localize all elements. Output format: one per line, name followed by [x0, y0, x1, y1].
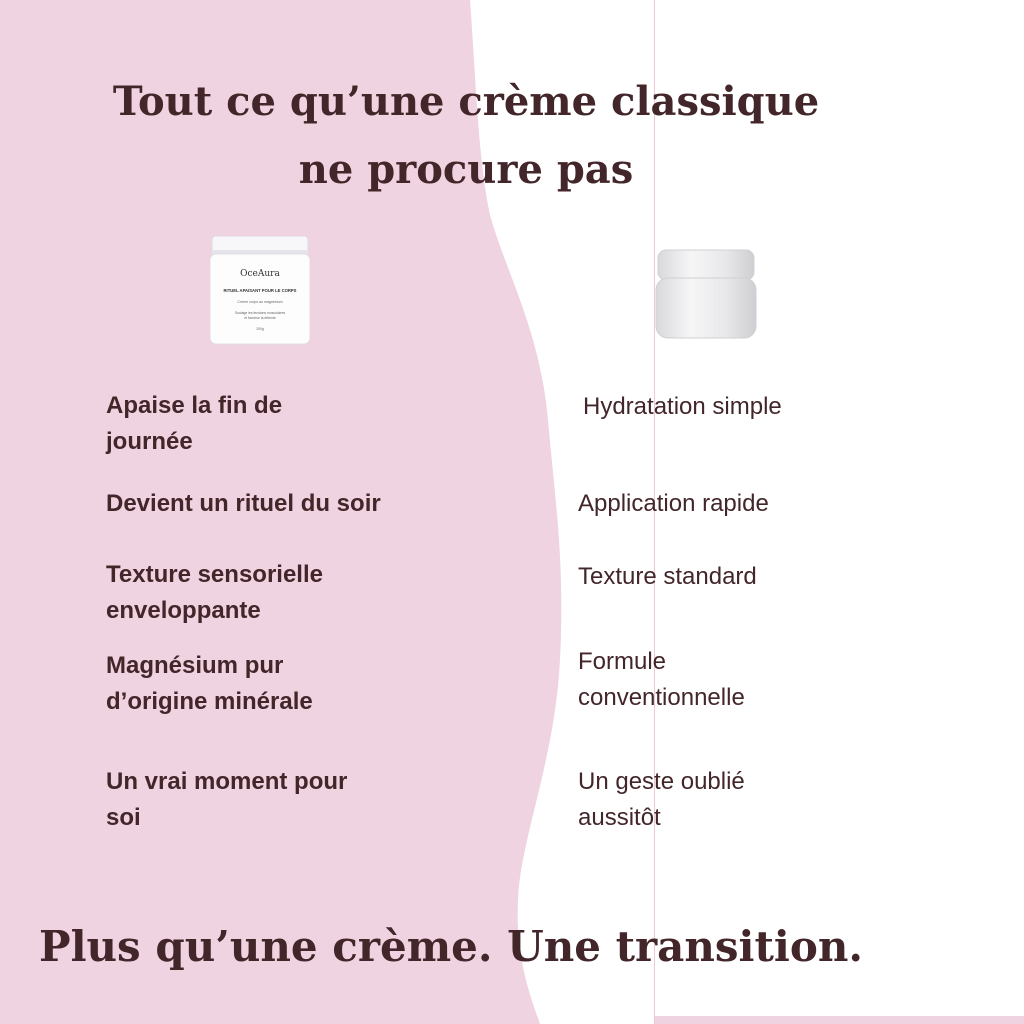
classic-item-1 [583, 389, 782, 425]
jar-brand: OceAura [240, 269, 280, 279]
classic-item-4 [578, 644, 745, 716]
ours-item-3-line2: enveloppante [106, 597, 261, 624]
ours-item-2-line1: Devient un rituel du soir [106, 490, 381, 517]
jar-desc-1: Soulage les tensions musculaires [234, 311, 286, 315]
jar-subtitle: Crème corps au magnésium [237, 300, 283, 304]
bottom-pink-strip [655, 1016, 1024, 1024]
headline-line-2: ne procure pas [298, 146, 634, 193]
classic-item-4-line1: Formule [578, 648, 667, 675]
classic-item-5-line2: aussitôt [578, 804, 661, 831]
plain-jar-image [652, 246, 760, 342]
ours-item-5-line2: soi [106, 804, 141, 831]
ours-item-4-line1: Magnésium pur [106, 652, 284, 679]
classic-item-3 [578, 559, 757, 595]
ours-item-5-line1: Un vrai moment pour [106, 768, 348, 795]
ours-item-1-line2: journée [106, 428, 193, 455]
oceaura-jar-image [210, 236, 310, 346]
ours-item-1 [106, 388, 282, 460]
ours-item-4 [106, 648, 313, 720]
ours-item-4-line2: d’origine minérale [106, 688, 313, 715]
ours-item-1-line1: Apaise la fin de [106, 392, 283, 419]
classic-item-2-line1: Application rapide [578, 490, 769, 517]
jar-desc-2: et favorise la détente [244, 316, 276, 320]
ours-item-3-line1: Texture sensorielle [106, 561, 323, 588]
headline-line-1: Tout ce qu’une crème classique [112, 78, 820, 125]
classic-item-5 [578, 764, 745, 836]
ours-item-5 [106, 764, 347, 836]
classic-item-4-line2: conventionnelle [578, 684, 745, 711]
classic-item-3-line1: Texture standard [578, 563, 757, 590]
ours-item-3 [106, 557, 323, 629]
ours-item-2 [106, 486, 381, 522]
footer-tagline: Plus qu’une crème. Une transition. [38, 922, 864, 971]
jar-product-name: RITUEL APAISANT POUR LE CORPS [223, 288, 297, 293]
classic-item-1-line1: Hydratation simple [583, 393, 782, 420]
classic-item-2 [578, 486, 769, 522]
jar-weight: 200g [256, 327, 264, 331]
classic-item-5-line1: Un geste oublié [578, 768, 745, 795]
